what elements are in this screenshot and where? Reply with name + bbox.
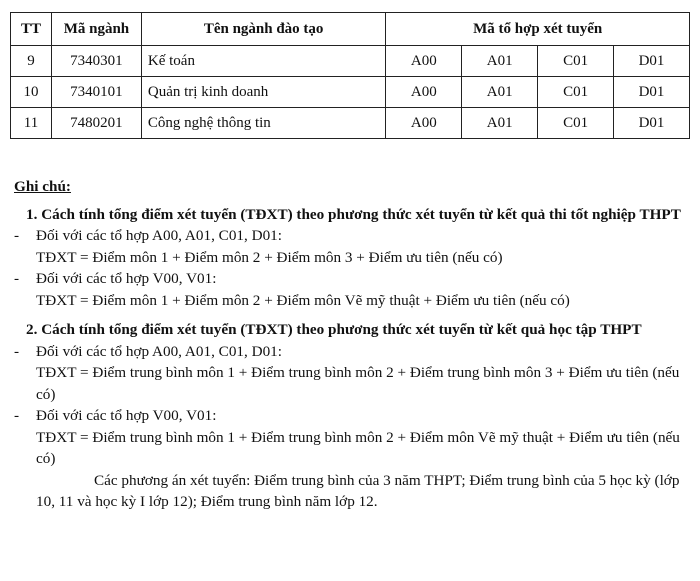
table-row xyxy=(11,77,690,108)
notes-title: Ghi chú: xyxy=(14,178,71,195)
cell-combo: D01 xyxy=(614,77,690,108)
bullet-label: Đối với các tổ hợp V00, V01: xyxy=(36,407,217,424)
cell-code: 7340101 xyxy=(51,77,141,108)
cell-name: Quản trị kinh doanh xyxy=(141,77,385,108)
section-2-bullet-2 xyxy=(14,405,684,427)
section-1-heading: 1. Cách tính tổng điểm xét tuyển (TĐXT) theo phương thức xét tuyển từ kết quả thi tốt nghiệp THPT xyxy=(26,205,681,223)
cell-code: 7340301 xyxy=(51,46,141,77)
header-tt: TT xyxy=(11,13,52,46)
majors-table xyxy=(10,12,690,139)
bullet-label: Đối với các tổ hợp A00, A01, C01, D01: xyxy=(36,342,282,360)
cell-combo: A01 xyxy=(462,108,538,139)
section-1-bullet-2 xyxy=(14,268,684,290)
header-major-name: Tên ngành đào tạo xyxy=(141,13,385,46)
section-1-formula-1: TĐXT = Điểm môn 1 + Điểm môn 2 + Điểm môn 3 + Điểm ưu tiên (nếu có) xyxy=(36,248,503,266)
table-row xyxy=(11,46,690,77)
notes-section xyxy=(14,176,684,513)
bullet-dash: - xyxy=(14,407,20,424)
cell-combo: D01 xyxy=(614,108,690,139)
table-header-row xyxy=(11,13,690,46)
cell-combo: C01 xyxy=(538,77,614,108)
header-major-code: Mã ngành xyxy=(51,13,141,46)
bullet-label: Đối với các tổ hợp V00, V01: xyxy=(36,270,217,287)
section-2-formula-2: TĐXT = Điểm trung bình môn 1 + Điểm trung bình môn 2 + Điểm môn Vẽ mỹ thuật + Điểm ưu tiên (nếu có) xyxy=(36,428,680,467)
cell-tt: 9 xyxy=(11,46,52,77)
header-combination-codes: Mã tổ hợp xét tuyển xyxy=(386,13,690,46)
cell-name: Công nghệ thông tin xyxy=(141,108,385,139)
bullet-dash: - xyxy=(14,342,20,360)
section-2-closing: Các phương án xét tuyển: Điểm trung bình của 3 năm THPT; Điểm trung bình của 5 học kỳ (lớp 10, 11 và học kỳ I lớp 12); Điểm trung bình năm lớp 12. xyxy=(36,471,680,510)
cell-combo: A01 xyxy=(462,77,538,108)
cell-code: 7480201 xyxy=(51,108,141,139)
cell-combo: A00 xyxy=(386,77,462,108)
table-row xyxy=(11,108,690,139)
section-2-bullet-1 xyxy=(14,341,684,363)
section-1-formula-2: TĐXT = Điểm môn 1 + Điểm môn 2 + Điểm môn Vẽ mỹ thuật + Điểm ưu tiên (nếu có) xyxy=(36,291,570,309)
cell-combo: C01 xyxy=(538,46,614,77)
cell-combo: A00 xyxy=(386,108,462,139)
cell-tt: 10 xyxy=(11,77,52,108)
section-1-bullet-1 xyxy=(14,225,684,247)
cell-name: Kế toán xyxy=(141,46,385,77)
bullet-dash: - xyxy=(14,227,20,244)
section-2-heading: 2. Cách tính tổng điểm xét tuyển (TĐXT) theo phương thức xét tuyển từ kết quả học tập THPT xyxy=(26,321,642,338)
cell-combo: A00 xyxy=(386,46,462,77)
cell-combo: C01 xyxy=(538,108,614,139)
cell-combo: D01 xyxy=(614,46,690,77)
bullet-dash: - xyxy=(14,270,20,287)
section-2-formula-1: TĐXT = Điểm trung bình môn 1 + Điểm trung bình môn 2 + Điểm trung bình môn 3 + Điểm ưu tiên (nếu có) xyxy=(36,364,680,403)
cell-tt: 11 xyxy=(11,108,52,139)
cell-combo: A01 xyxy=(462,46,538,77)
bullet-label: Đối với các tổ hợp A00, A01, C01, D01: xyxy=(36,227,282,244)
